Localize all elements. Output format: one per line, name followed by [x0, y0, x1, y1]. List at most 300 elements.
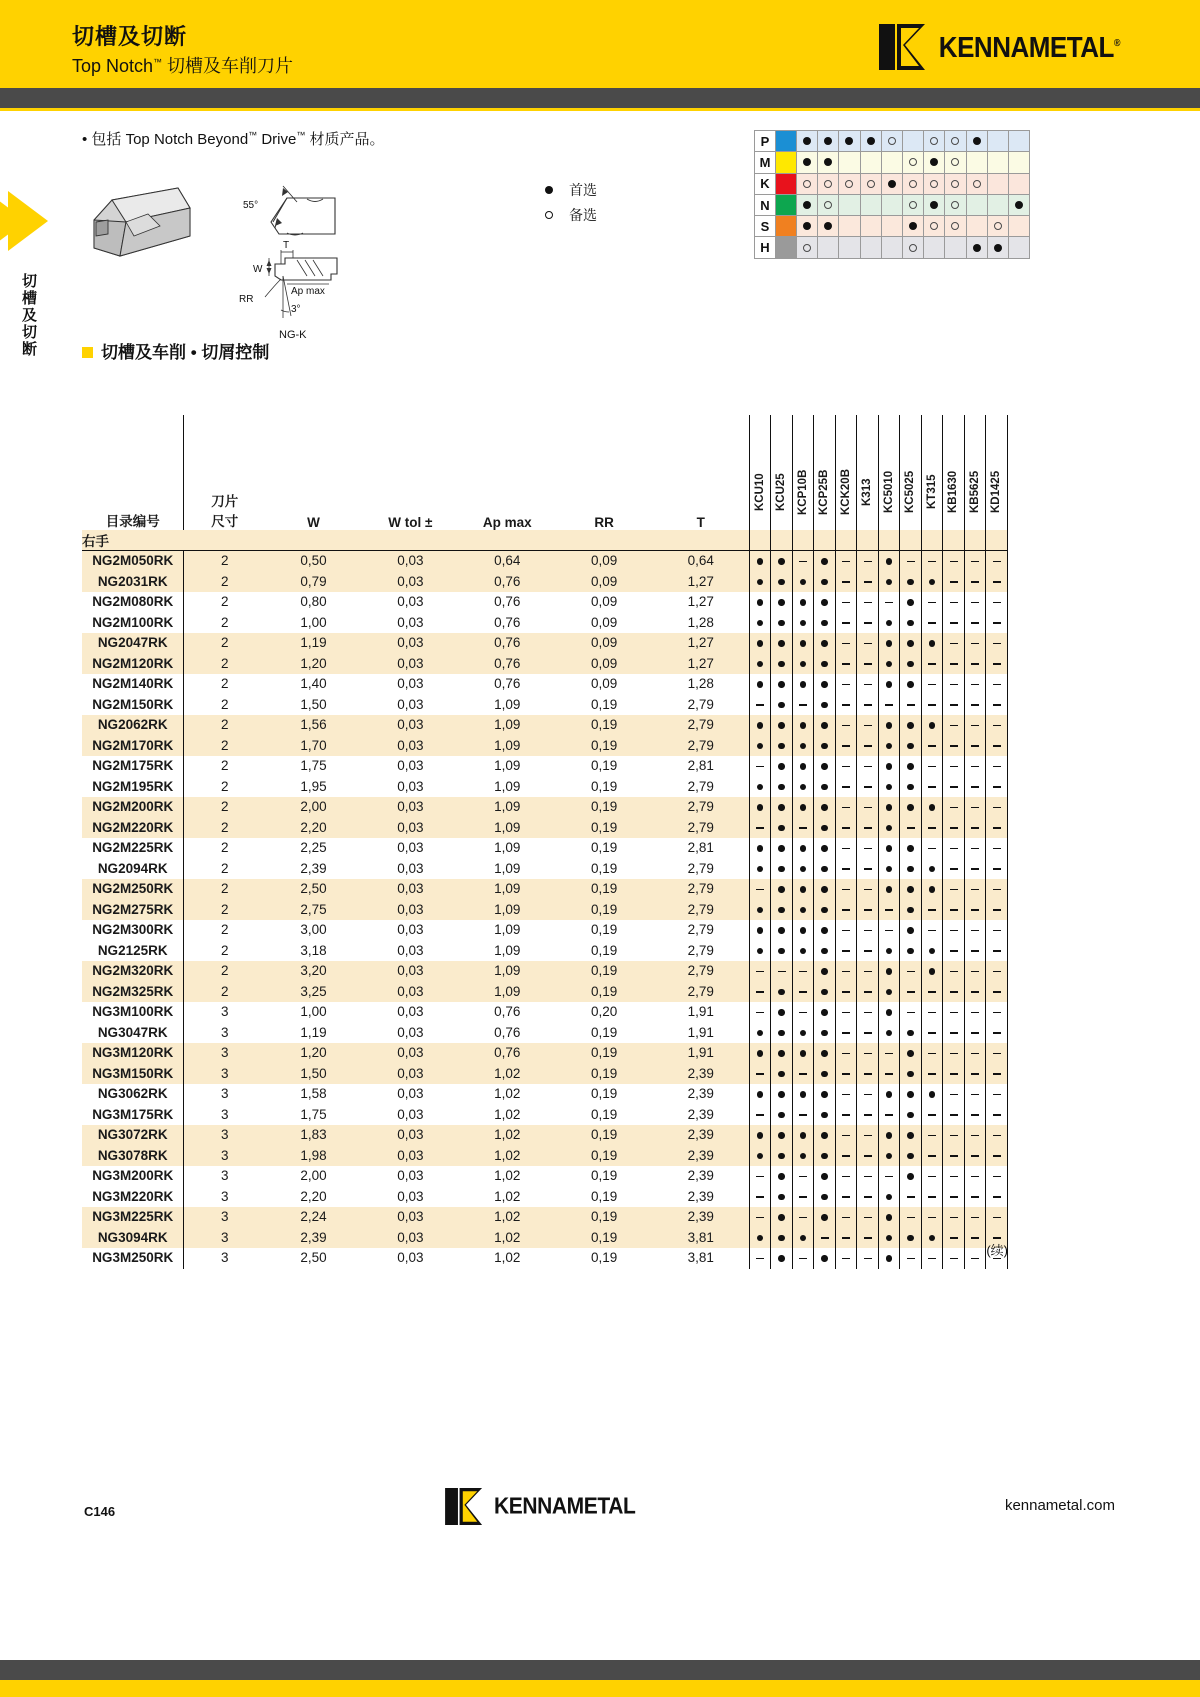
dash-icon [928, 991, 936, 993]
dash-icon [971, 725, 979, 727]
grade-column-header-KCP25B [814, 415, 836, 530]
grade-cell-KCU25 [771, 613, 793, 634]
grade-cell-K313 [857, 1043, 879, 1064]
grade-cell [749, 530, 771, 551]
grade-cell-KCU25 [771, 674, 793, 695]
grade-cell-KCU10 [749, 551, 771, 572]
page-title: 切槽及切断 [72, 24, 188, 49]
matrix-color-swatch [776, 237, 797, 258]
open-dot-icon [803, 180, 811, 188]
open-dot-icon [803, 244, 811, 252]
cell-w-tol: 0,03 [362, 961, 459, 982]
filled-dot-icon [907, 1050, 914, 1057]
grade-cell-KT315 [921, 633, 943, 654]
legend-alternate-label: 备选 [569, 207, 597, 223]
cell-catalog-number: NG3094RK [82, 1228, 184, 1249]
cell-insert-size: 2 [184, 613, 265, 634]
grade-cell-KCU25 [771, 1002, 793, 1023]
filled-dot-icon [800, 845, 807, 852]
grade-cell-KB5625 [964, 920, 986, 941]
cell-t: 1,91 [653, 1023, 750, 1044]
grade-cell-KB5625 [964, 859, 986, 880]
cell-w: 2,50 [265, 879, 362, 900]
cell-t: 2,79 [653, 879, 750, 900]
cell-w-tol: 0,03 [362, 736, 459, 757]
grade-cell-KCU25 [771, 920, 793, 941]
grade-cell-KB1630 [943, 613, 965, 634]
grade-cell-KB5625 [964, 1084, 986, 1105]
filled-dot-icon [757, 579, 764, 586]
matrix-cell [924, 216, 945, 237]
grade-cell-K313 [857, 879, 879, 900]
col-header-w: W [307, 515, 320, 530]
filled-dot-icon [886, 1255, 893, 1262]
grade-cell-KD1425 [986, 1002, 1008, 1023]
grade-cell-K313 [857, 572, 879, 593]
filled-dot-icon [757, 1050, 764, 1057]
cell-w: 1,75 [265, 756, 362, 777]
dash-icon [993, 1053, 1001, 1055]
filled-dot-icon [886, 763, 893, 770]
grade-cell-KCP10B [792, 1125, 814, 1146]
grade-cell-KD1425 [986, 695, 1008, 716]
grade-cell-KC5010 [878, 1002, 900, 1023]
grade-cell-KCU25 [771, 572, 793, 593]
dash-icon [993, 991, 1001, 993]
open-dot-icon [930, 180, 938, 188]
filled-dot-icon [778, 1255, 785, 1262]
filled-dot-icon [778, 620, 785, 627]
filled-dot-icon [886, 1194, 893, 1201]
filled-dot-icon [886, 1153, 893, 1160]
cell-rr: 0,19 [556, 838, 653, 859]
dash-icon [993, 766, 1001, 768]
grade-cell-KD1425 [986, 736, 1008, 757]
filled-dot-icon [757, 620, 764, 627]
dash-icon [950, 766, 958, 768]
dash-icon [907, 1217, 915, 1219]
grade-cell-K313 [857, 1187, 879, 1208]
dimension-W-label: W [253, 264, 263, 275]
cell-w-tol: 0,03 [362, 879, 459, 900]
cell-catalog-number: NG2M225RK [82, 838, 184, 859]
grade-cell-K313 [857, 756, 879, 777]
filled-dot-icon [907, 1132, 914, 1139]
cell-rr: 0,19 [556, 1166, 653, 1187]
matrix-cell [966, 194, 987, 215]
grade-cell-KC5025 [900, 756, 922, 777]
grade-cell-KCU10 [749, 961, 771, 982]
filled-dot-icon [886, 968, 893, 975]
cell-w: 2,39 [265, 859, 362, 880]
grade-cell-KB5625 [964, 572, 986, 593]
open-dot-icon [951, 180, 959, 188]
cell-t: 2,79 [653, 715, 750, 736]
matrix-cell [902, 173, 923, 194]
grade-cell-KCP10B [792, 715, 814, 736]
dash-icon [971, 1012, 979, 1014]
grade-cell-KCK20B [835, 551, 857, 572]
filled-dot-icon [778, 743, 785, 750]
grade-cell-KCK20B [835, 961, 857, 982]
cell-ap-max: 1,09 [459, 777, 556, 798]
grade-cell-KB5625 [964, 1228, 986, 1249]
filled-dot-icon [821, 1071, 828, 1078]
grade-cell-KCU10 [749, 920, 771, 941]
open-dot-icon [930, 222, 938, 230]
matrix-row [755, 152, 1030, 173]
grade-cell-K313 [857, 1207, 879, 1228]
grade-cell-KC5025 [900, 592, 922, 613]
grade-cell-KCU10 [749, 941, 771, 962]
filled-dot-icon [907, 1071, 914, 1078]
grade-cell-KD1425 [986, 1166, 1008, 1187]
grade-label: KT315 [925, 474, 938, 509]
table-row [82, 756, 1008, 777]
grade-cell-KT315 [921, 859, 943, 880]
grade-cell-KCU10 [749, 797, 771, 818]
cell-w: 1,00 [265, 613, 362, 634]
table-row [82, 1043, 1008, 1064]
cell-rr: 0,19 [556, 1043, 653, 1064]
dash-icon [842, 1053, 850, 1055]
cell-w-tol: 0,03 [362, 613, 459, 634]
cell-w: 2,75 [265, 900, 362, 921]
legend-preferred [545, 178, 597, 203]
filled-dot-icon [757, 927, 764, 934]
matrix-cell [924, 237, 945, 258]
filled-dot-icon [757, 558, 764, 565]
grade-cell-KD1425 [986, 920, 1008, 941]
filled-dot-icon [824, 222, 832, 230]
grade-cell-KC5025 [900, 1166, 922, 1187]
grade-cell-KCK20B [835, 756, 857, 777]
cell-catalog-number: NG2M140RK [82, 674, 184, 695]
filled-dot-icon [821, 1030, 828, 1037]
grade-cell-KT315 [921, 1064, 943, 1085]
grade-cell-K313 [857, 838, 879, 859]
grade-cell-KD1425 [986, 572, 1008, 593]
grade-label: K313 [861, 477, 874, 506]
matrix-cell [902, 131, 923, 152]
filled-dot-icon [821, 1255, 828, 1262]
matrix-row-code-h: H [755, 237, 776, 258]
grade-cell-KD1425 [986, 900, 1008, 921]
cell-catalog-number: NG3M175RK [82, 1105, 184, 1126]
cell-t: 2,39 [653, 1187, 750, 1208]
dash-icon [799, 971, 807, 973]
dash-icon [993, 868, 1001, 870]
grade-cell [964, 530, 986, 551]
filled-dot-icon [845, 137, 853, 145]
filled-dot-icon [929, 968, 936, 975]
cell-w-tol: 0,03 [362, 756, 459, 777]
filled-dot-icon [800, 1050, 807, 1057]
filled-dot-icon [778, 763, 785, 770]
grade-cell-KCU25 [771, 1248, 793, 1269]
dash-icon [971, 1196, 979, 1198]
cell-rr: 0,09 [556, 654, 653, 675]
cell-w-tol: 0,03 [362, 715, 459, 736]
dash-icon [842, 725, 850, 727]
filled-dot-icon [929, 866, 936, 873]
dimension-T-label: T [283, 240, 290, 251]
dash-icon [993, 1196, 1001, 1198]
cell-rr: 0,19 [556, 756, 653, 777]
grade-cell-KC5025 [900, 1105, 922, 1126]
grade-cell-KC5025 [900, 1064, 922, 1085]
dash-icon [842, 1032, 850, 1034]
grade-cell-KCK20B [835, 1064, 857, 1085]
cell-insert-size: 2 [184, 715, 265, 736]
grade-cell-K313 [857, 654, 879, 675]
grade-cell-KCU25 [771, 1064, 793, 1085]
cell-insert-size: 2 [184, 879, 265, 900]
grade-cell-KCP25B [814, 1084, 836, 1105]
filled-dot-icon [800, 1132, 807, 1139]
dash-icon [864, 1176, 872, 1178]
footer-yellow-bar [0, 1680, 1200, 1697]
grade-cell-KB1630 [943, 592, 965, 613]
cell-w: 2,39 [265, 1228, 362, 1249]
cell-catalog-number: NG2031RK [82, 572, 184, 593]
filled-dot-icon [907, 763, 914, 770]
cell-insert-size: 3 [184, 1248, 265, 1269]
cell-t: 2,79 [653, 695, 750, 716]
cell-w: 1,50 [265, 1064, 362, 1085]
grade-cell-KCK20B [835, 1043, 857, 1064]
grade-cell-KCU10 [749, 613, 771, 634]
dash-icon [928, 663, 936, 665]
grade-cell-K313 [857, 920, 879, 941]
cell-catalog-number: NG2M275RK [82, 900, 184, 921]
cell-t: 2,79 [653, 736, 750, 757]
grade-cell-KC5025 [900, 613, 922, 634]
dash-icon [971, 684, 979, 686]
bullet-mid: Drive [257, 131, 297, 148]
filled-dot-icon [778, 579, 785, 586]
open-dot-icon [824, 180, 832, 188]
grade-cell-KCP25B [814, 777, 836, 798]
matrix-cell [1008, 194, 1029, 215]
cell-w-tol: 0,03 [362, 1228, 459, 1249]
grade-cell-KC5010 [878, 941, 900, 962]
dash-icon [799, 1176, 807, 1178]
grade-cell-KB1630 [943, 900, 965, 921]
dash-icon [842, 950, 850, 952]
filled-dot-icon [778, 1112, 785, 1119]
grade-cell-KD1425 [986, 1187, 1008, 1208]
cell-catalog-number: NG3M225RK [82, 1207, 184, 1228]
grade-cell-KCP25B [814, 859, 836, 880]
grade-cell-KB5625 [964, 695, 986, 716]
grade-cell-KD1425 [986, 1084, 1008, 1105]
dash-icon [756, 704, 764, 706]
filled-dot-icon [907, 681, 914, 688]
dash-icon [799, 991, 807, 993]
dash-icon [864, 807, 872, 809]
grade-column-header-KB1630 [943, 415, 965, 530]
grade-cell-KCP25B [814, 1064, 836, 1085]
dash-icon [842, 1073, 850, 1075]
dash-icon [928, 786, 936, 788]
grade-cell-KC5025 [900, 1187, 922, 1208]
filled-dot-icon [821, 989, 828, 996]
dash-icon [756, 766, 764, 768]
filled-dot-icon [886, 1009, 893, 1016]
dash-icon [971, 889, 979, 891]
grade-cell-KD1425 [986, 613, 1008, 634]
grade-cell-KB5625 [964, 1207, 986, 1228]
cell-w: 2,20 [265, 818, 362, 839]
grade-cell-KCU10 [749, 695, 771, 716]
dash-icon [928, 704, 936, 706]
cell-rr: 0,19 [556, 920, 653, 941]
grade-cell-K313 [857, 715, 879, 736]
table-group-row [82, 530, 1008, 551]
table-row [82, 941, 1008, 962]
cell-t: 2,39 [653, 1146, 750, 1167]
grade-cell-KC5010 [878, 982, 900, 1003]
filled-dot-icon [821, 722, 828, 729]
dimension-RR-label: RR [239, 294, 254, 305]
cell-catalog-number: NG2M080RK [82, 592, 184, 613]
grade-cell-KCK20B [835, 1187, 857, 1208]
dash-icon [864, 1196, 872, 1198]
dash-icon [971, 1155, 979, 1157]
filled-dot-icon [757, 743, 764, 750]
grade-cell-KCU25 [771, 551, 793, 572]
matrix-cell [945, 216, 966, 237]
filled-dot-icon [778, 1214, 785, 1221]
grade-cell [792, 530, 814, 551]
filled-dot-icon [778, 599, 785, 606]
matrix-color-swatch [776, 173, 797, 194]
cell-w-tol: 0,03 [362, 818, 459, 839]
cell-rr: 0,19 [556, 1187, 653, 1208]
matrix-cell [839, 173, 860, 194]
cell-t: 2,39 [653, 1064, 750, 1085]
grade-cell-KCP25B [814, 1228, 836, 1249]
grade-cell-KC5010 [878, 900, 900, 921]
cell-insert-size: 3 [184, 1166, 265, 1187]
cell-catalog-number: NG3062RK [82, 1084, 184, 1105]
filled-dot-icon [930, 158, 938, 166]
cell-catalog-number: NG2M120RK [82, 654, 184, 675]
filled-dot-icon [800, 579, 807, 586]
grade-cell-KT315 [921, 879, 943, 900]
col-header-apmax: Ap max [482, 515, 532, 530]
filled-dot-icon [800, 599, 807, 606]
filled-dot-icon [888, 180, 896, 188]
grade-cell-KD1425 [986, 777, 1008, 798]
filled-dot-icon [886, 1132, 893, 1139]
grade-cell-KB1630 [943, 777, 965, 798]
group-label-right-hand: 右手 [82, 530, 749, 551]
dash-icon [993, 1237, 1001, 1239]
grade-cell-KC5010 [878, 1064, 900, 1085]
grade-cell-KCU10 [749, 1146, 771, 1167]
grade-cell-KB1630 [943, 715, 965, 736]
filled-dot-icon [800, 1235, 807, 1242]
matrix-cell [987, 194, 1008, 215]
table-row [82, 1228, 1008, 1249]
grade-cell-KB5625 [964, 1125, 986, 1146]
continued-note: (续) [986, 1243, 1008, 1258]
cell-ap-max: 1,09 [459, 879, 556, 900]
cell-insert-size: 3 [184, 1146, 265, 1167]
grade-cell-KC5010 [878, 838, 900, 859]
dash-icon [799, 1073, 807, 1075]
trademark-symbol: ™ [153, 57, 163, 67]
grade-cell-KCU10 [749, 715, 771, 736]
grade-cell [986, 530, 1008, 551]
grade-cell-KCU25 [771, 1207, 793, 1228]
filled-dot-icon [800, 620, 807, 627]
filled-dot-icon [757, 866, 764, 873]
table-row [82, 1207, 1008, 1228]
dash-icon [950, 848, 958, 850]
grade-cell-KC5025 [900, 920, 922, 941]
dash-icon [864, 909, 872, 911]
table-row [82, 654, 1008, 675]
grade-cell-KB5625 [964, 818, 986, 839]
open-dot-icon [951, 201, 959, 209]
filled-dot-icon [821, 845, 828, 852]
filled-dot-icon [929, 1235, 936, 1242]
grade-cell-KCU25 [771, 1166, 793, 1187]
dash-icon [864, 827, 872, 829]
filled-dot-icon [821, 661, 828, 668]
grade-cell-KD1425 [986, 756, 1008, 777]
filled-dot-icon [800, 743, 807, 750]
matrix-color-swatch [776, 216, 797, 237]
dash-icon [950, 950, 958, 952]
filled-dot-icon [757, 845, 764, 852]
grade-cell-KT315 [921, 1043, 943, 1064]
page-number: C146 [84, 1504, 116, 1519]
filled-dot-icon [907, 927, 914, 934]
grade-cell-KCU25 [771, 715, 793, 736]
grade-cell-KC5010 [878, 674, 900, 695]
dash-icon [928, 1217, 936, 1219]
grade-cell-KCU25 [771, 1146, 793, 1167]
grade-cell-KD1425 [986, 654, 1008, 675]
cell-insert-size: 2 [184, 797, 265, 818]
cell-ap-max: 1,09 [459, 920, 556, 941]
grade-cell-KC5010 [878, 1023, 900, 1044]
matrix-cell [1008, 173, 1029, 194]
grade-cell-KCP10B [792, 1105, 814, 1126]
grade-cell-KCK20B [835, 982, 857, 1003]
grade-cell-KB1630 [943, 920, 965, 941]
cell-ap-max: 0,76 [459, 674, 556, 695]
cell-w-tol: 0,03 [362, 1146, 459, 1167]
cell-catalog-number: NG2M220RK [82, 818, 184, 839]
grade-cell-KT315 [921, 756, 943, 777]
grade-cell-KC5010 [878, 613, 900, 634]
filled-dot-icon [778, 1009, 785, 1016]
cell-w-tol: 0,03 [362, 859, 459, 880]
matrix-cell [797, 152, 818, 173]
grade-cell-K313 [857, 695, 879, 716]
material-application-matrix [754, 130, 1030, 259]
grade-cell-KB5625 [964, 736, 986, 757]
dash-icon [842, 807, 850, 809]
matrix-cell [860, 237, 881, 258]
dash-icon [950, 1176, 958, 1178]
grade-cell-KCP25B [814, 551, 836, 572]
